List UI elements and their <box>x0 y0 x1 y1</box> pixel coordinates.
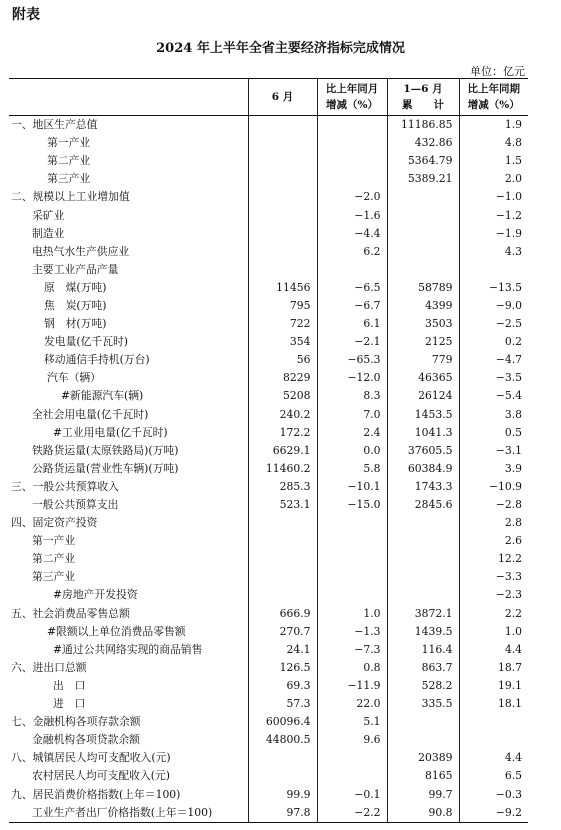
indicator-cell: 焦 炭(万吨) <box>44 298 107 312</box>
cumulative-change-cell: 4.4 <box>459 641 528 659</box>
cumulative-change-cell: −4.7 <box>459 351 528 369</box>
month-change-cell <box>317 767 387 785</box>
header-cum-change-line2: 增减（%） <box>467 99 520 111</box>
cumulative-change-cell: 2.6 <box>459 532 528 550</box>
table-row <box>9 279 528 297</box>
month-value-cell: 11460.2 <box>248 460 317 478</box>
month-value-cell: 666.9 <box>248 605 317 623</box>
cumulative-change-cell: 2.8 <box>459 514 528 532</box>
cumulative-change-cell: 1.9 <box>459 116 528 135</box>
month-change-cell: −10.1 <box>317 478 387 496</box>
indicator-cell: 农村居民人均可支配收入(元) <box>32 769 170 783</box>
cumulative-value-cell <box>387 731 459 749</box>
month-change-cell <box>317 134 387 152</box>
cumulative-value-cell <box>387 188 459 206</box>
table-row <box>9 225 528 243</box>
month-value-cell <box>248 767 317 785</box>
table-row <box>9 243 528 261</box>
month-change-cell: −6.7 <box>317 297 387 315</box>
header-month-change-line2: 增减（%） <box>326 99 378 111</box>
table-row <box>9 586 528 604</box>
month-value-cell <box>248 116 317 135</box>
cumulative-value-cell <box>387 261 459 279</box>
table-row <box>9 496 528 514</box>
cumulative-change-cell: −0.3 <box>459 785 528 803</box>
cumulative-change-cell: 19.1 <box>459 677 528 695</box>
header-cum-value-line2: 累 计 <box>402 99 444 111</box>
cumulative-change-cell <box>459 261 528 279</box>
cumulative-value-cell <box>387 586 459 604</box>
cumulative-value-cell: 11186.85 <box>387 116 459 135</box>
header-month-change <box>317 79 387 116</box>
month-value-cell: 56 <box>248 351 317 369</box>
month-value-cell: 6629.1 <box>248 442 317 460</box>
table-row <box>9 261 528 279</box>
cumulative-change-cell <box>459 731 528 749</box>
month-value-cell <box>248 225 317 243</box>
month-value-cell: 69.3 <box>248 677 317 695</box>
cumulative-change-cell: −5.4 <box>459 387 528 405</box>
cumulative-value-cell: 528.2 <box>387 677 459 695</box>
table-row <box>9 532 528 550</box>
month-change-cell: 7.0 <box>317 406 387 424</box>
cumulative-value-cell: 4399 <box>387 297 459 315</box>
table-body <box>9 116 528 823</box>
cumulative-value-cell: 2845.6 <box>387 496 459 514</box>
cumulative-change-cell: −3.1 <box>459 442 528 460</box>
month-value-cell: 270.7 <box>248 623 317 641</box>
cumulative-change-cell: −10.9 <box>459 478 528 496</box>
table-row <box>9 406 528 424</box>
cumulative-value-cell: 335.5 <box>387 695 459 713</box>
cumulative-change-cell: −9.2 <box>459 804 528 823</box>
header-month-change-line1: 比上年同月 <box>325 83 379 95</box>
table-row <box>9 804 528 823</box>
table-row <box>9 333 528 351</box>
indicator-cell: 八、城镇居民人均可支配收入(元) <box>11 751 171 765</box>
indicator-cell: 第三产业 <box>47 172 91 186</box>
month-value-cell: 24.1 <box>248 641 317 659</box>
cumulative-value-cell: 5364.79 <box>387 152 459 170</box>
cumulative-change-cell <box>459 713 528 731</box>
indicator-cell: #房地产开发投资 <box>53 588 138 602</box>
indicator-cell: 三、一般公共预算收入 <box>11 479 119 493</box>
indicator-cell: 发电量(亿千瓦时) <box>44 335 129 349</box>
cumulative-value-cell: 90.8 <box>387 804 459 823</box>
cumulative-change-cell: 6.5 <box>459 767 528 785</box>
month-change-cell: 0.8 <box>317 659 387 677</box>
month-change-cell: −2.2 <box>317 804 387 823</box>
cumulative-change-cell: 12.2 <box>459 550 528 568</box>
page-title: 2024 年上半年全省主要经济指标完成情况 <box>156 41 405 56</box>
table-row <box>9 550 528 568</box>
cumulative-change-cell: −2.3 <box>459 586 528 604</box>
month-change-cell: −0.1 <box>317 785 387 803</box>
indicator-cell: 一般公共预算支出 <box>32 498 119 512</box>
month-value-cell: 60096.4 <box>248 713 317 731</box>
table-row <box>9 568 528 586</box>
cumulative-change-cell: −3.5 <box>459 369 528 387</box>
cumulative-value-cell: 60384.9 <box>387 460 459 478</box>
month-value-cell <box>248 749 317 767</box>
cumulative-value-cell <box>387 550 459 568</box>
month-value-cell: 44800.5 <box>248 731 317 749</box>
month-value-cell: 172.2 <box>248 424 317 442</box>
month-value-cell <box>248 586 317 604</box>
month-value-cell: 8229 <box>248 369 317 387</box>
month-value-cell <box>248 170 317 188</box>
month-value-cell <box>248 188 317 206</box>
cumulative-value-cell: 1439.5 <box>387 623 459 641</box>
table-row <box>9 134 528 152</box>
cumulative-value-cell: 20389 <box>387 749 459 767</box>
month-change-cell: −1.6 <box>317 206 387 224</box>
indicator-cell: 七、金融机构各项存款余额 <box>11 715 141 729</box>
month-change-cell <box>317 749 387 767</box>
cumulative-value-cell: 863.7 <box>387 659 459 677</box>
cumulative-value-cell: 58789 <box>387 279 459 297</box>
month-change-cell: 0.0 <box>317 442 387 460</box>
month-value-cell: 722 <box>248 315 317 333</box>
indicator-cell: 一、地区生产总值 <box>11 118 98 132</box>
cumulative-value-cell: 2125 <box>387 333 459 351</box>
indicator-cell: 第一产业 <box>47 136 91 150</box>
table-row <box>9 297 528 315</box>
cumulative-change-cell: −3.3 <box>459 568 528 586</box>
indicator-cell: #工业用电量(亿千瓦时) <box>53 425 168 439</box>
cumulative-change-cell: −13.5 <box>459 279 528 297</box>
indicator-cell: 九、居民消费价格指数(上年＝100) <box>11 787 181 801</box>
cumulative-value-cell: 3503 <box>387 315 459 333</box>
header-month-value-text: 6 月 <box>271 91 294 103</box>
table-row <box>9 369 528 387</box>
indicator-cell: 出 口 <box>53 678 86 692</box>
cumulative-value-cell: 432.86 <box>387 134 459 152</box>
month-change-cell: 22.0 <box>317 695 387 713</box>
cumulative-value-cell: 99.7 <box>387 785 459 803</box>
indicator-cell: 主要工业产品产量 <box>32 262 119 276</box>
month-change-cell: 2.4 <box>317 424 387 442</box>
month-value-cell <box>248 261 317 279</box>
cumulative-change-cell: 4.8 <box>459 134 528 152</box>
indicator-cell: 二、规模以上工业增加值 <box>11 190 130 204</box>
month-change-cell <box>317 116 387 135</box>
cumulative-value-cell <box>387 243 459 261</box>
table-header-row <box>9 79 528 116</box>
cumulative-change-cell: 4.3 <box>459 243 528 261</box>
month-value-cell: 57.3 <box>248 695 317 713</box>
cumulative-change-cell: 4.4 <box>459 749 528 767</box>
table-row <box>9 695 528 713</box>
table-row <box>9 442 528 460</box>
indicator-cell: 制造业 <box>32 226 65 240</box>
header-cum-change <box>459 79 528 116</box>
month-value-cell: 97.8 <box>248 804 317 823</box>
table-row <box>9 315 528 333</box>
table-row <box>9 188 528 206</box>
month-change-cell <box>317 261 387 279</box>
month-value-cell: 240.2 <box>248 406 317 424</box>
indicator-cell: 采矿业 <box>32 208 65 222</box>
cumulative-change-cell: −2.5 <box>459 315 528 333</box>
cumulative-value-cell: 8165 <box>387 767 459 785</box>
month-change-cell: −4.4 <box>317 225 387 243</box>
appendix-label: 附表 <box>12 7 40 23</box>
cumulative-value-cell: 37605.5 <box>387 442 459 460</box>
month-change-cell <box>317 532 387 550</box>
header-cum-value-line1: 1—6 月 <box>403 83 443 95</box>
month-change-cell: −15.0 <box>317 496 387 514</box>
indicator-cell: 铁路货运量(太原铁路局)(万吨) <box>32 443 179 457</box>
table-row <box>9 623 528 641</box>
table-row <box>9 424 528 442</box>
month-change-cell: −2.1 <box>317 333 387 351</box>
month-value-cell <box>248 134 317 152</box>
cumulative-change-cell: −1.2 <box>459 206 528 224</box>
cumulative-change-cell: 0.5 <box>459 424 528 442</box>
cumulative-value-cell: 1453.5 <box>387 406 459 424</box>
month-change-cell <box>317 514 387 532</box>
cumulative-change-cell: −2.8 <box>459 496 528 514</box>
table-row <box>9 659 528 677</box>
month-change-cell: 6.2 <box>317 243 387 261</box>
cumulative-value-cell: 779 <box>387 351 459 369</box>
table-row <box>9 677 528 695</box>
cumulative-change-cell: −1.0 <box>459 188 528 206</box>
cumulative-value-cell <box>387 514 459 532</box>
month-change-cell: 1.0 <box>317 605 387 623</box>
month-value-cell: 354 <box>248 333 317 351</box>
table-row <box>9 170 528 188</box>
month-value-cell <box>248 243 317 261</box>
month-value-cell <box>248 152 317 170</box>
month-value-cell: 523.1 <box>248 496 317 514</box>
indicator-cell: #限额以上单位消费品零售额 <box>47 624 186 638</box>
month-value-cell: 11456 <box>248 279 317 297</box>
indicator-cell: 电热气水生产供应业 <box>32 244 130 258</box>
header-cum-value <box>387 79 459 116</box>
cumulative-change-cell: 1.5 <box>459 152 528 170</box>
table-row <box>9 351 528 369</box>
cumulative-change-cell: 18.1 <box>459 695 528 713</box>
indicator-cell: 工业生产者出厂价格指数(上年＝100) <box>32 805 213 819</box>
month-change-cell: 5.1 <box>317 713 387 731</box>
table-row <box>9 785 528 803</box>
month-value-cell <box>248 532 317 550</box>
month-change-cell: 5.8 <box>317 460 387 478</box>
indicator-cell: 钢 材(万吨) <box>44 317 107 331</box>
indicator-cell: 五、社会消费品零售总额 <box>11 606 130 620</box>
cumulative-change-cell: 3.8 <box>459 406 528 424</box>
month-value-cell: 126.5 <box>248 659 317 677</box>
month-change-cell: 8.3 <box>317 387 387 405</box>
cumulative-value-cell: 26124 <box>387 387 459 405</box>
table-row <box>9 514 528 532</box>
month-value-cell <box>248 206 317 224</box>
month-change-cell: −6.5 <box>317 279 387 297</box>
cumulative-value-cell <box>387 225 459 243</box>
indicator-cell: 汽车（辆） <box>47 371 101 385</box>
indicator-cell: 第二产业 <box>32 552 76 566</box>
month-value-cell: 285.3 <box>248 478 317 496</box>
month-value-cell: 99.9 <box>248 785 317 803</box>
cumulative-change-cell: 18.7 <box>459 659 528 677</box>
indicator-cell: #通过公共网络实现的商品销售 <box>53 642 203 656</box>
cumulative-change-cell: 0.2 <box>459 333 528 351</box>
cumulative-value-cell: 1743.3 <box>387 478 459 496</box>
table-row <box>9 767 528 785</box>
unit-label: 单位：亿元 <box>470 65 525 78</box>
cumulative-value-cell <box>387 532 459 550</box>
indicator-cell: 金融机构各项贷款余额 <box>32 733 140 747</box>
indicator-cell: 六、进出口总额 <box>11 660 87 674</box>
cumulative-change-cell: 1.0 <box>459 623 528 641</box>
table-row <box>9 387 528 405</box>
cumulative-change-cell: −1.9 <box>459 225 528 243</box>
month-value-cell <box>248 550 317 568</box>
table-row <box>9 478 528 496</box>
table-row <box>9 731 528 749</box>
indicator-cell: 全社会用电量(亿千瓦时) <box>32 407 149 421</box>
cumulative-value-cell: 46365 <box>387 369 459 387</box>
cumulative-value-cell <box>387 713 459 731</box>
month-change-cell <box>317 586 387 604</box>
month-change-cell <box>317 170 387 188</box>
month-change-cell: −12.0 <box>317 369 387 387</box>
month-change-cell: −2.0 <box>317 188 387 206</box>
indicator-cell: 移动通信手持机(万台) <box>44 353 150 367</box>
month-change-cell: −11.9 <box>317 677 387 695</box>
cumulative-change-cell: −9.0 <box>459 297 528 315</box>
indicator-cell: 原 煤(万吨) <box>44 280 107 294</box>
cumulative-value-cell <box>387 568 459 586</box>
indicator-cell: 四、固定资产投资 <box>11 516 98 530</box>
month-change-cell: 9.6 <box>317 731 387 749</box>
indicator-cell: #新能源汽车(辆) <box>61 389 144 403</box>
month-value-cell <box>248 568 317 586</box>
cumulative-value-cell: 3872.1 <box>387 605 459 623</box>
table-row <box>9 152 528 170</box>
cumulative-value-cell: 116.4 <box>387 641 459 659</box>
table-row <box>9 116 528 135</box>
cumulative-value-cell: 5389.21 <box>387 170 459 188</box>
month-change-cell <box>317 152 387 170</box>
cumulative-change-cell: 2.0 <box>459 170 528 188</box>
month-change-cell: −65.3 <box>317 351 387 369</box>
header-month-value <box>248 79 317 116</box>
table-row <box>9 641 528 659</box>
indicator-cell: 进 口 <box>53 697 86 711</box>
cumulative-change-cell: 3.9 <box>459 460 528 478</box>
indicator-cell: 第一产业 <box>32 534 76 548</box>
cumulative-change-cell: 2.2 <box>459 605 528 623</box>
table-row <box>9 206 528 224</box>
cumulative-value-cell <box>387 206 459 224</box>
table-row <box>9 460 528 478</box>
month-change-cell <box>317 568 387 586</box>
month-value-cell: 795 <box>248 297 317 315</box>
header-indicator <box>9 79 248 116</box>
table-row <box>9 749 528 767</box>
month-value-cell <box>248 514 317 532</box>
month-change-cell: −1.3 <box>317 623 387 641</box>
table-row <box>9 605 528 623</box>
indicator-cell: 公路货运量(营业性车辆)(万吨) <box>32 461 179 475</box>
cumulative-value-cell: 1041.3 <box>387 424 459 442</box>
header-cum-change-line1: 比上年同期 <box>467 83 520 95</box>
indicator-cell: 第二产业 <box>47 154 91 168</box>
month-change-cell: −7.3 <box>317 641 387 659</box>
indicators-table <box>9 78 528 823</box>
table-row <box>9 713 528 731</box>
month-change-cell <box>317 550 387 568</box>
indicator-cell: 第三产业 <box>32 570 76 584</box>
month-change-cell: 6.1 <box>317 315 387 333</box>
month-value-cell: 5208 <box>248 387 317 405</box>
